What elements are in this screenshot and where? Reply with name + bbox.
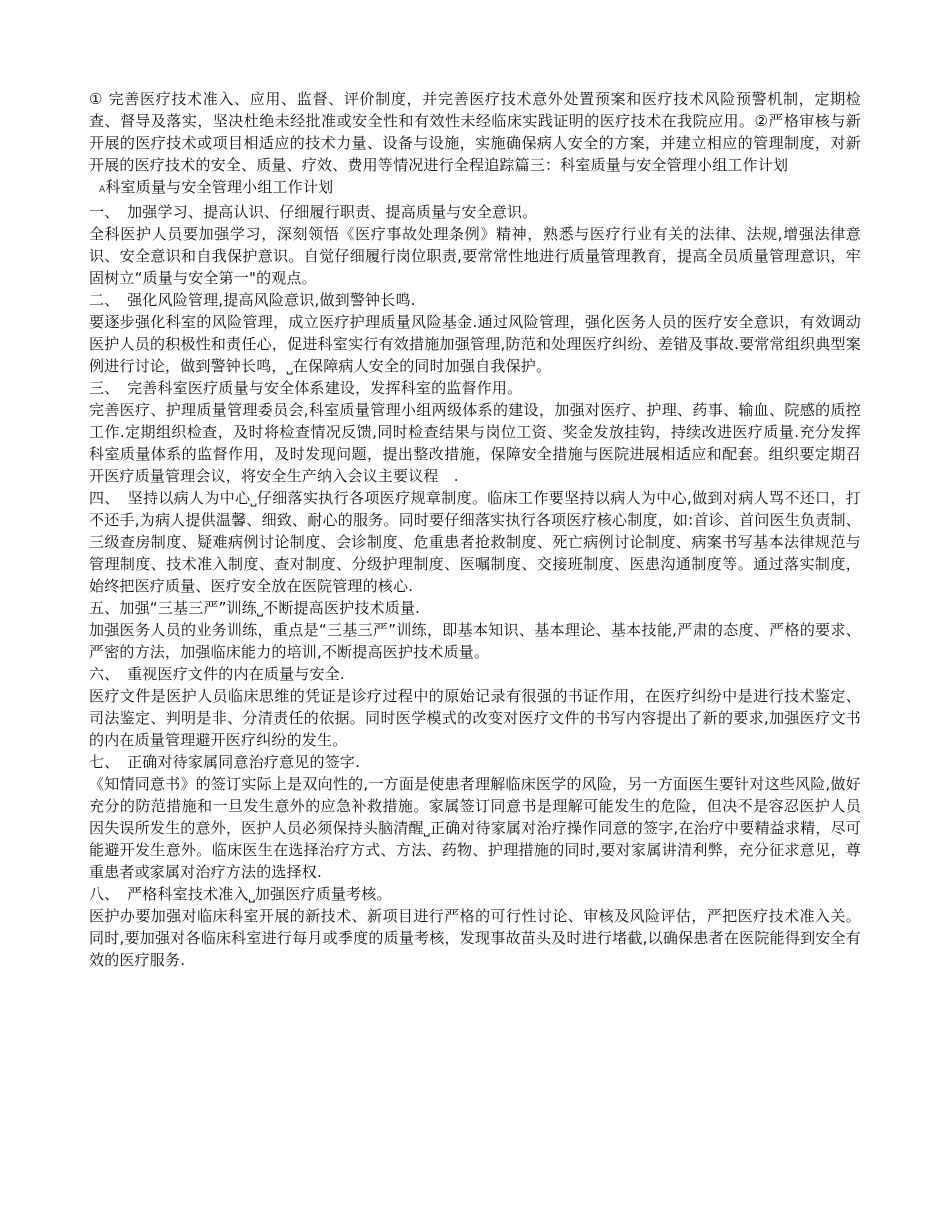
section-1-heading: 一、 加强学习、提高认识、仔细履行职责、提高质量与安全意识。	[89, 203, 538, 221]
section-2-body: 要逐步强化科室的风险管理，成立医疗护理质量风险基金.通过风险管理，强化医务人员的医疗安全意识，有效调动医护人员的积极性和责任心，促进科室实行有效措施加强管理,防范和处理医疗纠纷、差错及事故.要常常组织典型案例进行讨论，做到警钟长鸣，⎵在保障病人安全的同时加强自我保护。	[89, 313, 861, 375]
document-page	[89, 88, 861, 971]
section-6-body: 医疗文件是医护人员临床思维的凭证是诊疗过程中的原始记录有很强的书证作用，在医疗纠纷中是进行技术鉴定、司法鉴定、判明是非、分清责任的依据。同时医学模式的改变对医疗文件的书写内容提出了新的要求,加强医疗文书的内在质量管理避开医疗纠纷的发生。	[89, 687, 861, 749]
section-5-heading: 五、加强“三基三严”训练⎵不断提高医护技术质量.	[89, 599, 421, 617]
section-3-heading: 三、 完善科室医疗质量与安全体系建设，发挥科室的监督作用。	[89, 379, 523, 397]
subtitle-mark: A	[99, 185, 106, 195]
section-2-heading: 二、 强化风险管理,提高风险意识,做到警钟长鸣.	[89, 291, 416, 309]
section-8-body: 医护办要加强对临床科室开展的新技术、新项目进行严格的可行性讨论、审核及风险评估，严把医疗技术准入关。同时,要加强对各临床科室进行每月或季度的质量考核，发现事故苗头及时进行堵截,以确保患者在医院能得到安全有效的医疗服务.	[89, 907, 861, 969]
section-7-heading: 七、 正确对待家属同意治疗意见的签字.	[89, 753, 361, 771]
section-8-heading: 八、 严格科室技术准入⎵加强医疗质量考核。	[89, 885, 392, 903]
subtitle-text: 科室质量与安全管理小组工作计划	[105, 178, 334, 196]
section-4-body: 四、 坚持以病人为中心⎵仔细落实执行各项医疗规章制度。临床工作要坚持以病人为中心,做到对病人骂不还口，打不还手,为病人提供温馨、细致、耐心的服务。同时要仔细落实执行各项医疗核心制度，如:首诊、首问医生负责制、三级查房制度、疑难病例讨论制度、会诊制度、危重患者抢救制度、死亡病例讨论制度、病案书写基本法律规范与管理制度、技术准入制度、查对制度、分级护理制度、医嘱制度、交接班制度、医患沟通制度等。通过落实制度，始终把医疗质量、医疗安全放在医院管理的核心.	[89, 489, 861, 595]
section-6-heading: 六、 重视医疗文件的内在质量与安全.	[89, 665, 345, 683]
section-5-body: 加强医务人员的业务训练，重点是“三基三严”训练，即基本知识、基本理论、基本技能,严肃的态度、严格的要求、严密的方法，加强临床能力的培训,不断提高医护技术质量。	[89, 621, 861, 661]
section-7-body: 《知情同意书》的签订实际上是双向性的,一方面是使患者理解临床医学的风险，另一方面医生要针对这些风险,做好充分的防范措施和一旦发生意外的应急补救措施。家属签订同意书是理解可能发生的危险，但决不是容忍医护人员因失误所发生的意外，医护人员必须保持头脑清醒⎵正确对待家属对治疗操作同意的签字,在治疗中要精益求精，尽可能避开发生意外。临床医生在选择治疗方式、方法、药物、护理措施的同时,要对家属讲清利弊，充分征求意见，尊重患者或家属对治疗方法的选择权.	[89, 775, 861, 881]
section-3-body: 完善医疗、护理质量管理委员会,科室质量管理小组两级体系的建设，加强对医疗、护理、药事、输血、院感的质控工作.定期组织检查，及时将检查情况反馈,同时检查结果与岗位工资、奖金发放挂钩，持续改进医疗质量.充分发挥科室质量体系的监督作用，及时发现问题，提出整改措施，保障安全措施与医院进展相适应和配套。组织要定期召开医疗质量管理会议，将安全生产纳入会议主要议程 .	[89, 401, 861, 485]
document-subtitle	[89, 176, 861, 201]
intro-paragraph: ① 完善医疗技术准入、应用、监督、评价制度，并完善医疗技术意外处置预案和医疗技术风险预警机制，定期检查、督导及落实，坚决杜绝未经批准或安全性和有效性未经临床实践证明的医疗技术在我院应用。②严格审核与新开展的医疗技术或项目相适应的技术力量、设备与设施，实施确保病人安全的方案，并建立相应的管理制度，对新开展的医疗技术的安全、质量、疗效、费用等情况进行全程追踪篇三：科室质量与安全管理小组工作计划	[89, 90, 861, 174]
section-1-body: 全科医护人员要加强学习，深刻领悟《医疗事故处理条例》精神，熟悉与医疗行业有关的法律、法规,增强法律意识、安全意识和自我保护意识。自觉仔细履行岗位职责,要常常性地进行质量管理教育，提高全员质量管理意识，牢固树立“质量与安全第一"的观点。	[89, 225, 861, 287]
